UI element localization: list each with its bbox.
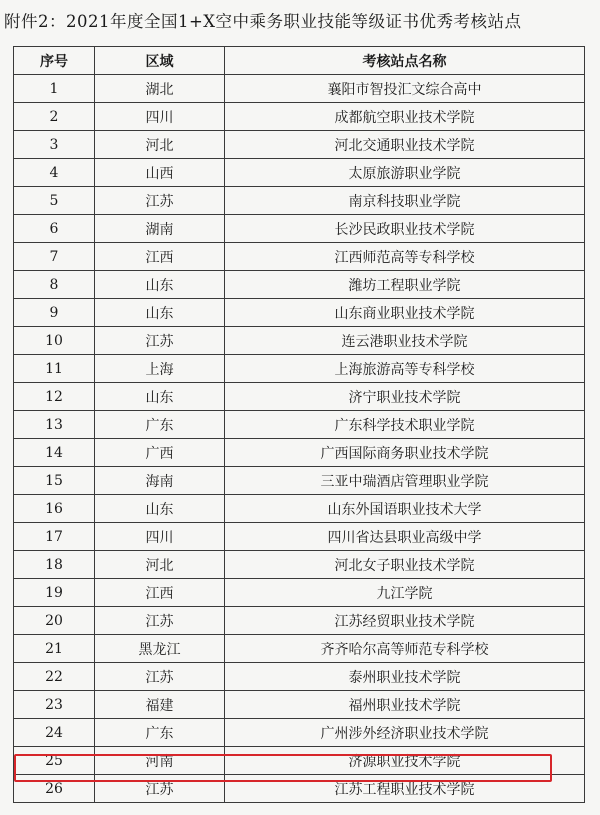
cell-index: 13: [14, 411, 95, 439]
cell-region: 黑龙江: [95, 635, 225, 663]
cell-site-name: 江西师范高等专科学校: [225, 243, 585, 271]
table-row: [14, 719, 585, 747]
cell-index: 23: [14, 691, 95, 719]
cell-index: 17: [14, 523, 95, 551]
table-row: [14, 439, 585, 467]
cell-index: 9: [14, 299, 95, 327]
table-row: [14, 271, 585, 299]
cell-site-name: 连云港职业技术学院: [225, 327, 585, 355]
cell-region: 河南: [95, 747, 225, 775]
cell-index: 10: [14, 327, 95, 355]
cell-site-name: 广东科学技术职业学院: [225, 411, 585, 439]
cell-region: 河北: [95, 551, 225, 579]
cell-region: 江苏: [95, 775, 225, 803]
cell-region: 江苏: [95, 187, 225, 215]
cell-site-name: 襄阳市智投汇文综合高中: [225, 75, 585, 103]
cell-site-name: 江苏工程职业技术学院: [225, 775, 585, 803]
cell-region: 广东: [95, 719, 225, 747]
cell-region: 江西: [95, 579, 225, 607]
cell-site-name: 九江学院: [225, 579, 585, 607]
cell-site-name: 山东外国语职业技术大学: [225, 495, 585, 523]
cell-region: 山西: [95, 159, 225, 187]
cell-region: 山东: [95, 299, 225, 327]
cell-index: 21: [14, 635, 95, 663]
cell-site-name: 三亚中瑞酒店管理职业学院: [225, 467, 585, 495]
table-row: [14, 747, 585, 775]
cell-index: 6: [14, 215, 95, 243]
table-header-row: [14, 47, 585, 75]
table-row: [14, 75, 585, 103]
table-row: [14, 355, 585, 383]
table-row: [14, 103, 585, 131]
cell-site-name: 广州涉外经济职业技术学院: [225, 719, 585, 747]
cell-index: 20: [14, 607, 95, 635]
cell-index: 1: [14, 75, 95, 103]
cell-index: 14: [14, 439, 95, 467]
table-row: [14, 383, 585, 411]
table-row: [14, 243, 585, 271]
cell-index: 8: [14, 271, 95, 299]
cell-site-name: 成都航空职业技术学院: [225, 103, 585, 131]
cell-region: 海南: [95, 467, 225, 495]
cell-site-name: 济源职业技术学院: [225, 747, 585, 775]
cell-index: 16: [14, 495, 95, 523]
cell-site-name: 河北交通职业技术学院: [225, 131, 585, 159]
cell-site-name: 济宁职业技术学院: [225, 383, 585, 411]
cell-site-name: 潍坊工程职业学院: [225, 271, 585, 299]
cell-region: 河北: [95, 131, 225, 159]
cell-region: 江苏: [95, 663, 225, 691]
table-row: [14, 607, 585, 635]
table-row: [14, 467, 585, 495]
cell-site-name: 泰州职业技术学院: [225, 663, 585, 691]
cell-site-name: 长沙民政职业技术学院: [225, 215, 585, 243]
cell-region: 福建: [95, 691, 225, 719]
table-row: [14, 663, 585, 691]
header-region: 区域: [95, 47, 225, 75]
cell-region: 山东: [95, 271, 225, 299]
cell-site-name: 上海旅游高等专科学校: [225, 355, 585, 383]
cell-region: 江西: [95, 243, 225, 271]
cell-site-name: 河北女子职业技术学院: [225, 551, 585, 579]
cell-region: 广西: [95, 439, 225, 467]
cell-index: 4: [14, 159, 95, 187]
table-row: [14, 187, 585, 215]
cell-site-name: 南京科技职业学院: [225, 187, 585, 215]
table-body: [14, 75, 585, 803]
cell-region: 山东: [95, 495, 225, 523]
table-row: [14, 635, 585, 663]
cell-site-name: 太原旅游职业学院: [225, 159, 585, 187]
table-row: [14, 523, 585, 551]
exam-sites-table: [13, 46, 585, 803]
table-row: [14, 495, 585, 523]
cell-index: 7: [14, 243, 95, 271]
cell-index: 12: [14, 383, 95, 411]
table-row: [14, 579, 585, 607]
cell-index: 26: [14, 775, 95, 803]
table-row: [14, 411, 585, 439]
cell-site-name: 江苏经贸职业技术学院: [225, 607, 585, 635]
table-row: [14, 159, 585, 187]
cell-index: 19: [14, 579, 95, 607]
table-row: [14, 299, 585, 327]
cell-index: 25: [14, 747, 95, 775]
cell-index: 11: [14, 355, 95, 383]
cell-site-name: 齐齐哈尔高等师范专科学校: [225, 635, 585, 663]
cell-region: 江苏: [95, 607, 225, 635]
header-index: 序号: [14, 47, 95, 75]
table-row: [14, 691, 585, 719]
cell-index: 22: [14, 663, 95, 691]
cell-index: 15: [14, 467, 95, 495]
header-site-name: 考核站点名称: [225, 47, 585, 75]
document-title: 附件2：2021年度全国1+X空中乘务职业技能等级证书优秀考核站点: [4, 12, 522, 31]
cell-index: 2: [14, 103, 95, 131]
cell-region: 四川: [95, 523, 225, 551]
cell-site-name: 福州职业技术学院: [225, 691, 585, 719]
cell-region: 湖南: [95, 215, 225, 243]
cell-site-name: 四川省达县职业高级中学: [225, 523, 585, 551]
cell-site-name: 广西国际商务职业技术学院: [225, 439, 585, 467]
table-row: [14, 215, 585, 243]
table-row: [14, 775, 585, 803]
table-row: [14, 131, 585, 159]
cell-index: 18: [14, 551, 95, 579]
cell-region: 江苏: [95, 327, 225, 355]
cell-region: 湖北: [95, 75, 225, 103]
cell-index: 3: [14, 131, 95, 159]
cell-region: 四川: [95, 103, 225, 131]
cell-region: 上海: [95, 355, 225, 383]
cell-region: 广东: [95, 411, 225, 439]
cell-region: 山东: [95, 383, 225, 411]
table-row: [14, 327, 585, 355]
table-row: [14, 551, 585, 579]
cell-site-name: 山东商业职业技术学院: [225, 299, 585, 327]
cell-index: 5: [14, 187, 95, 215]
cell-index: 24: [14, 719, 95, 747]
